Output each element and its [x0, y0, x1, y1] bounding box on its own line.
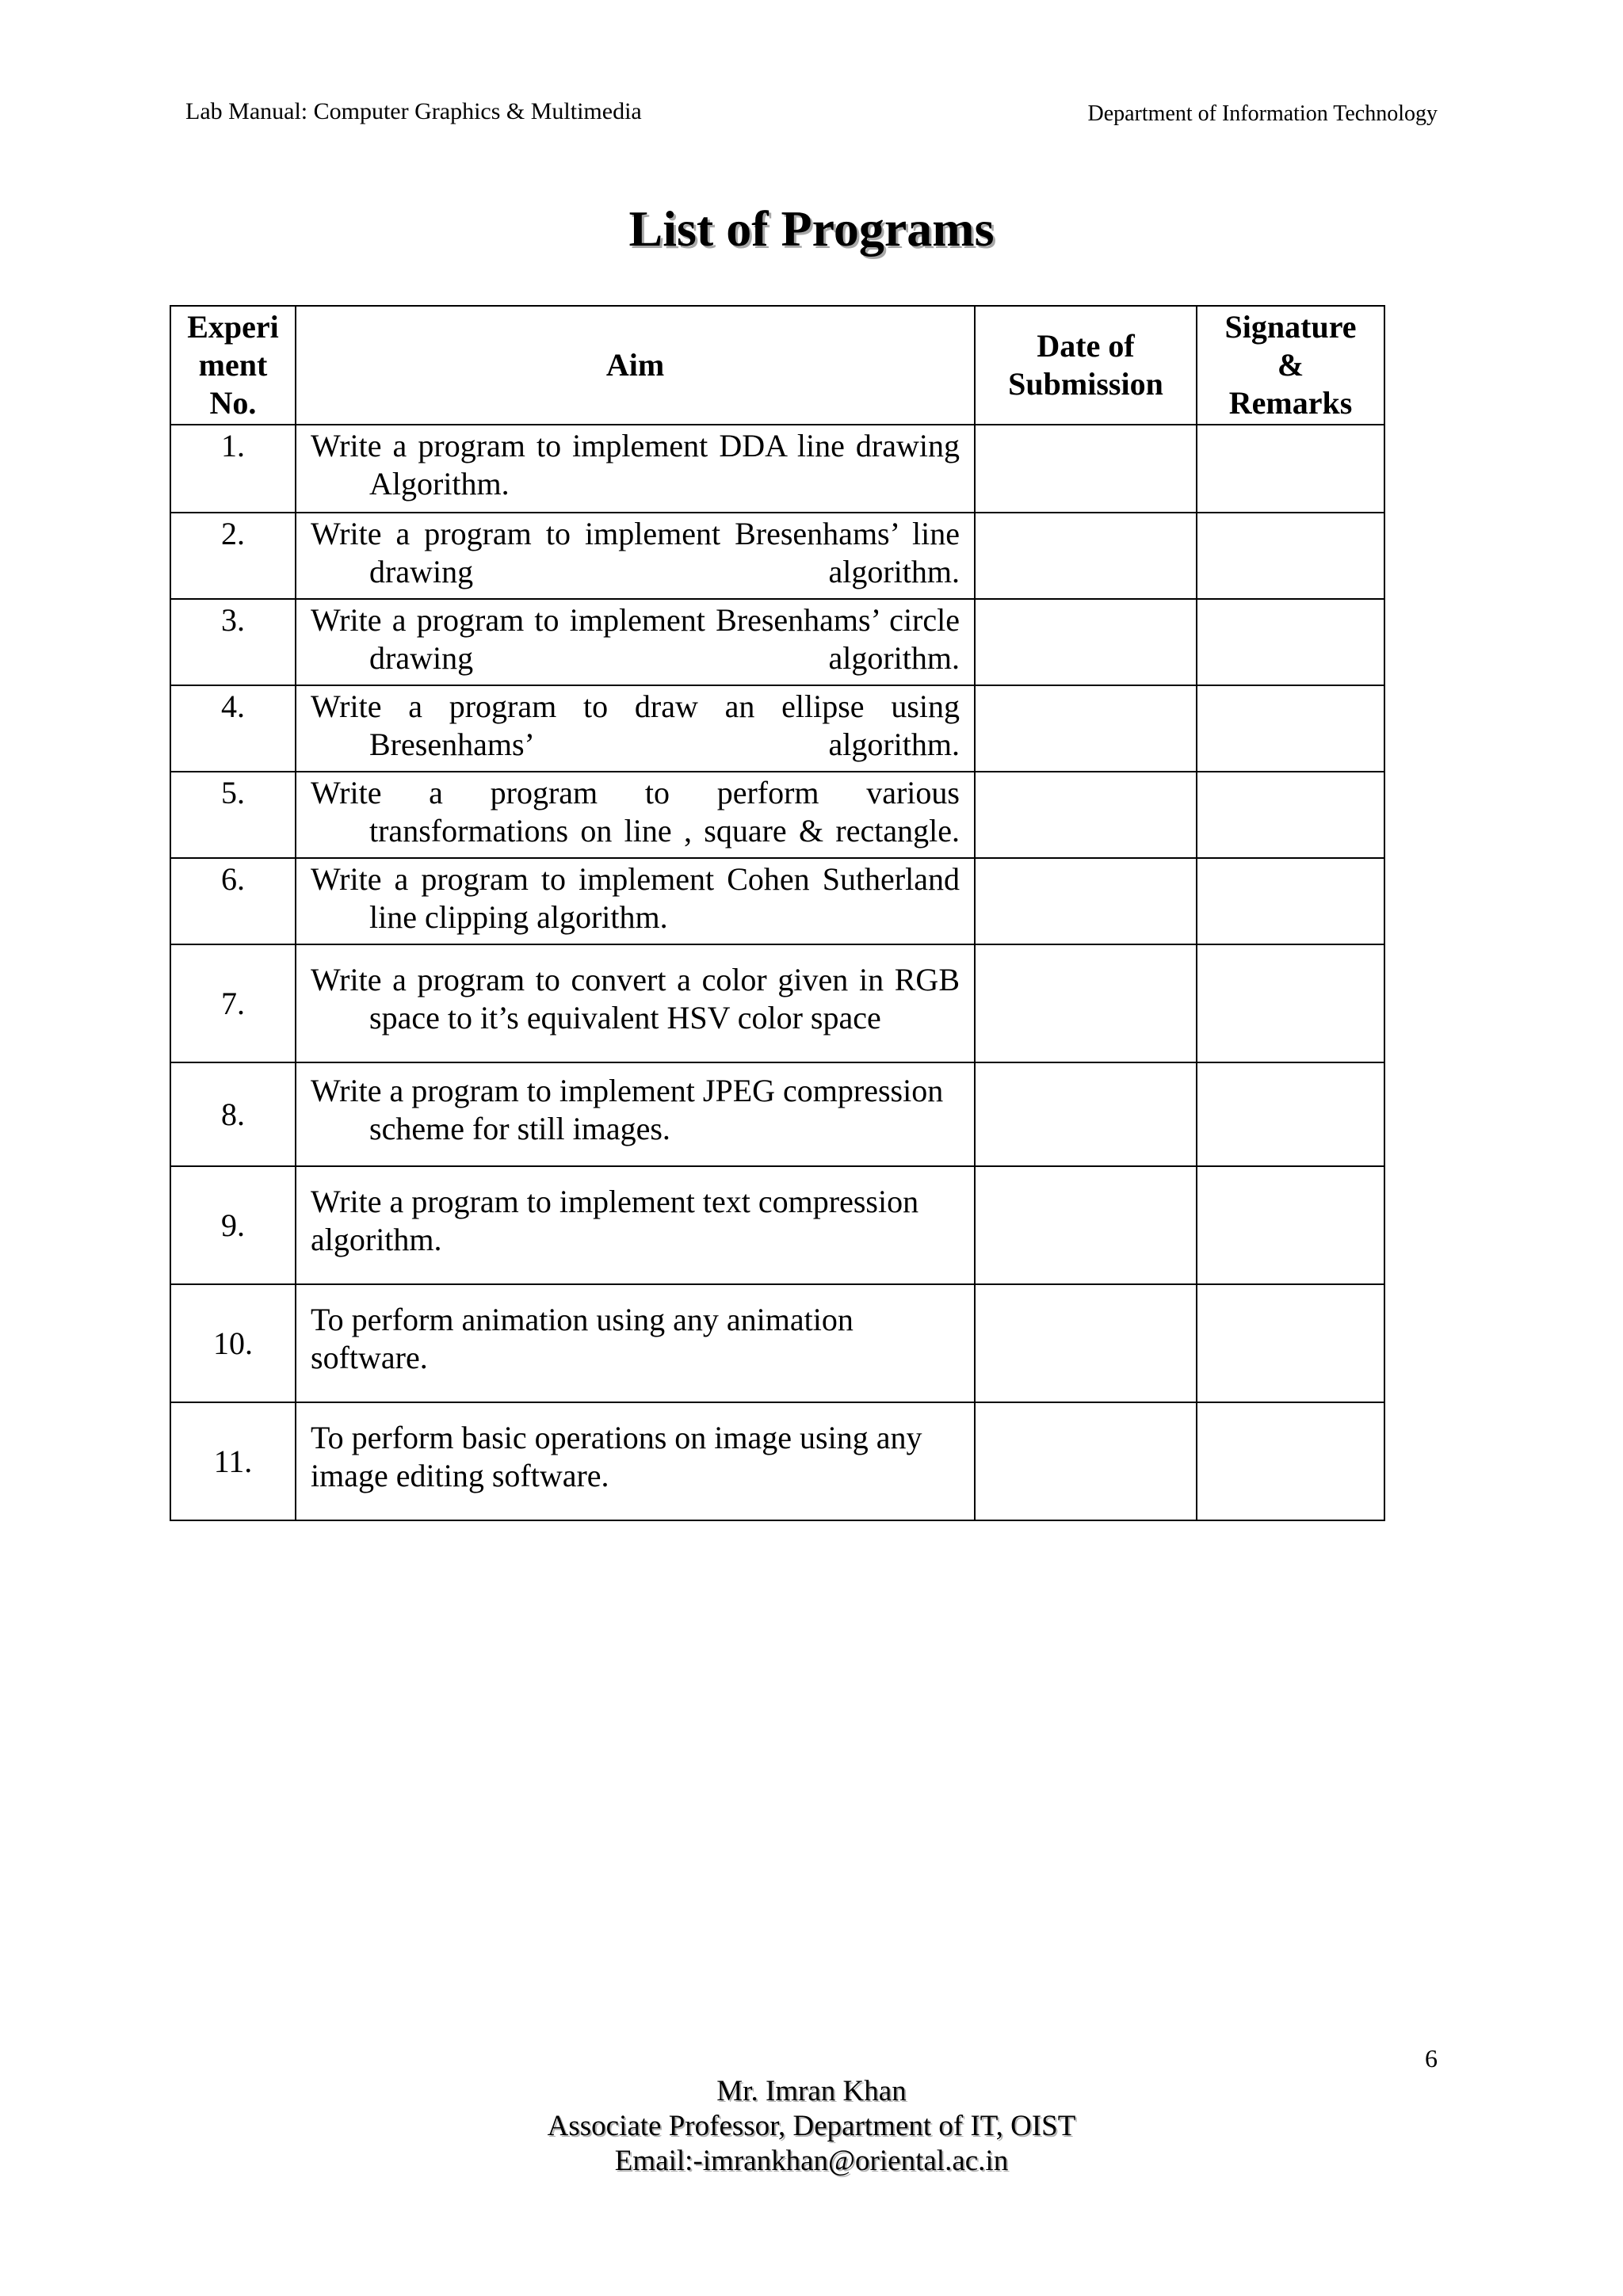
signature-remarks-cell [1197, 858, 1384, 944]
experiment-aim: Write a program to perform various transformations on line , square & rectangle. [296, 772, 975, 858]
header-course-title: Lab Manual: Computer Graphics & Multimedia [185, 98, 642, 124]
experiment-number [170, 858, 296, 944]
signature-remarks-cell [1197, 944, 1384, 1062]
header-experiment-no-line: ment [198, 347, 268, 383]
date-of-submission-cell [975, 944, 1197, 1062]
table-row [170, 599, 1384, 685]
header-date-line: Submission [1008, 366, 1163, 402]
experiment-number-text: 3. [221, 602, 245, 638]
experiment-aim: Write a program to implement Cohen Sutherland line clipping algorithm. [296, 858, 975, 944]
signature-remarks-cell [1197, 772, 1384, 858]
date-of-submission-cell [975, 1402, 1197, 1520]
footer [0, 2074, 1623, 2179]
header-experiment-no [170, 306, 296, 425]
header-experiment-no-line: Experi [187, 309, 279, 345]
programs-table [170, 305, 1385, 1521]
experiment-aim: Write a program to draw an ellipse using Bresenhams’ algorithm. [296, 685, 975, 772]
experiment-aim: Write a program to implement Bresenhams’ circle drawing algorithm. [296, 599, 975, 685]
signature-remarks-cell [1197, 1166, 1384, 1284]
header-signature-line: Signature [1224, 309, 1357, 345]
date-of-submission-cell [975, 1166, 1197, 1284]
experiment-aim: Write a program to implement text compression algorithm. [296, 1166, 975, 1284]
table-row [170, 513, 1384, 599]
experiment-number [170, 1062, 296, 1166]
header-date-of-submission [975, 306, 1197, 425]
table-row [170, 1284, 1384, 1402]
experiment-number-text: 1. [221, 428, 245, 463]
date-of-submission-cell [975, 685, 1197, 772]
experiment-number-text: 2. [221, 516, 245, 551]
experiment-number-text: 11. [213, 1443, 253, 1479]
page-number: 6 [1425, 2044, 1438, 2073]
header-date-line: Date of [1037, 328, 1135, 364]
table-row [170, 1062, 1384, 1166]
signature-remarks-cell [1197, 425, 1384, 513]
table-row [170, 685, 1384, 772]
header-signature-line: Remarks [1228, 385, 1353, 421]
table-row [170, 772, 1384, 858]
experiment-number-text: 4. [221, 688, 245, 724]
experiment-number [170, 425, 296, 513]
experiment-number-text: 10. [213, 1325, 253, 1361]
date-of-submission-cell [975, 1284, 1197, 1402]
experiment-number-text: 5. [221, 775, 245, 810]
table-row [170, 1402, 1384, 1520]
signature-remarks-cell [1197, 599, 1384, 685]
table-row [170, 858, 1384, 944]
signature-remarks-cell [1197, 685, 1384, 772]
footer-author-position: Associate Professor, Department of IT, OIST [547, 2110, 1076, 2142]
signature-remarks-cell [1197, 513, 1384, 599]
header-signature-line: & [1277, 347, 1304, 383]
experiment-number [170, 1284, 296, 1402]
page-title: List of Programs [628, 200, 995, 257]
experiment-number [170, 1166, 296, 1284]
footer-author-email: Email:-imrankhan@oriental.ac.in [614, 2145, 1009, 2177]
experiment-number [170, 513, 296, 599]
table-row [170, 425, 1384, 513]
signature-remarks-cell [1197, 1062, 1384, 1166]
date-of-submission-cell [975, 1062, 1197, 1166]
experiment-number [170, 944, 296, 1062]
header-experiment-no-line: No. [209, 385, 257, 421]
experiment-number-text: 6. [221, 861, 245, 897]
experiment-aim: Write a program to implement Bresenhams’ line drawing algorithm. [296, 513, 975, 599]
signature-remarks-cell [1197, 1284, 1384, 1402]
experiment-number-text: 9. [221, 1207, 245, 1243]
experiment-number [170, 599, 296, 685]
header-aim: Aim [296, 306, 975, 425]
date-of-submission-cell [975, 599, 1197, 685]
experiment-number [170, 1402, 296, 1520]
experiment-aim: Write a program to convert a color given in RGB space to it’s equivalent HSV color space [296, 944, 975, 1062]
experiment-number [170, 685, 296, 772]
header-signature-remarks [1197, 306, 1384, 425]
experiment-number-text: 7. [221, 985, 245, 1021]
date-of-submission-cell [975, 772, 1197, 858]
experiment-aim: To perform animation using any animation software. [296, 1284, 975, 1402]
table-row [170, 944, 1384, 1062]
date-of-submission-cell [975, 513, 1197, 599]
header-department: Department of Information Technology [1087, 101, 1438, 126]
experiment-number-text: 8. [221, 1096, 245, 1132]
table-row [170, 1166, 1384, 1284]
experiment-aim: Write a program to implement JPEG compression scheme for still images. [296, 1062, 975, 1166]
experiment-aim: To perform basic operations on image using any image editing software. [296, 1402, 975, 1520]
experiment-aim: Write a program to implement DDA line drawing Algorithm. [296, 425, 975, 513]
date-of-submission-cell [975, 858, 1197, 944]
experiment-number [170, 772, 296, 858]
date-of-submission-cell [975, 425, 1197, 513]
table-header-row [170, 306, 1384, 425]
signature-remarks-cell [1197, 1402, 1384, 1520]
footer-author-name: Mr. Imran Khan [716, 2075, 907, 2107]
